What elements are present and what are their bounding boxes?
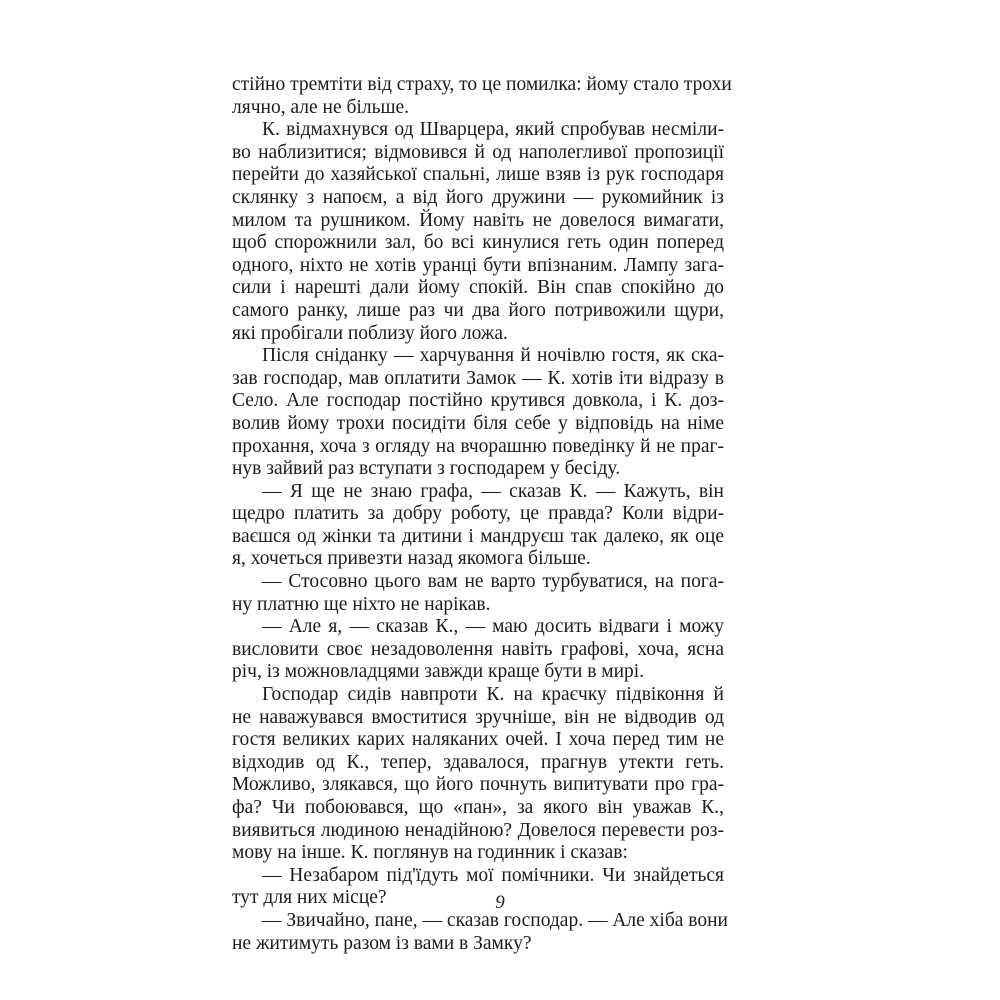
text-line: — Стосовно цього вам не варто турбуватися, на пога- bbox=[262, 571, 724, 593]
text-line: щоб спорожнили зал, бо всі кинулися геть один поперед bbox=[232, 232, 724, 254]
text-line: відходив од К., тепер, здавалося, прагнув утекти геть. bbox=[232, 751, 724, 773]
text-line: — Незабаром під'їдуть мої помічники. Чи знайдеться bbox=[262, 864, 724, 886]
text-line: К. відмахнувся од Шварцера, який спробував несміли- bbox=[262, 119, 724, 141]
paragraph bbox=[232, 909, 728, 955]
text-line: зав господар, мав оплатити Замок — К. хотів іти відразу в bbox=[232, 367, 724, 389]
text-line: лячно, але не більше. bbox=[232, 96, 410, 118]
text-line: склянку з напоєм, а від його дружини — рукомийник із bbox=[232, 186, 724, 208]
text-line: тут для них місце? bbox=[232, 887, 387, 909]
paragraph bbox=[232, 345, 724, 481]
text-line: не наважувався вмоститися зручніше, він не відводив од bbox=[232, 706, 724, 728]
text-line: я, хочеться привезти назад якомога більше. bbox=[232, 548, 591, 570]
text-line: — Але я, — сказав К., — маю досить відваги і можу bbox=[262, 616, 724, 638]
page-number: 9 bbox=[495, 892, 505, 913]
text-line: перейти до хазяйської спальні, лише взяв із рук господаря bbox=[232, 164, 724, 186]
text-line: волив йому трохи посидіти біля себе у відповідь на німе bbox=[232, 412, 724, 434]
text-line: одного, ніхто не хотів уранці бути впізнаним. Лампу зага- bbox=[232, 254, 724, 276]
paragraph bbox=[232, 684, 724, 865]
text-line: виявиться людиною ненадійною? Довелося перевести роз- bbox=[232, 819, 724, 841]
text-line: висловити своє незадоволення навіть графові, хоча, ясна bbox=[232, 638, 724, 660]
text-column bbox=[232, 74, 732, 955]
paragraph bbox=[232, 119, 724, 345]
text-line: гостя великих карих наляканих очей. І хоча перед тим не bbox=[232, 729, 724, 751]
text-line: стійно тремтіти від страху, то це помилка: йому стало трохи bbox=[232, 74, 732, 95]
text-line: які пробігали поблизу його ложа. bbox=[232, 322, 508, 344]
text-line: ну платню ще ніхто не нарікав. bbox=[232, 593, 491, 615]
text-line: не житимуть разом із вами в Замку? bbox=[232, 932, 532, 954]
text-line: прохання, хоча з огляду на вчорашню поведінку й не праг- bbox=[232, 435, 724, 457]
text-line: — Я ще не знаю графа, — сказав К. — Кажуть, він bbox=[262, 480, 724, 502]
text-line: Село. Але господар постійно крутився довкола, і К. доз- bbox=[232, 390, 724, 412]
text-line: Можливо, злякався, що його почнуть випитувати про гра- bbox=[232, 774, 724, 796]
text-line: самого ранку, лише раз чи два його потривожили щури, bbox=[232, 299, 724, 321]
text-line: щедро платить за добру роботу, це правда? Коли відри- bbox=[232, 503, 724, 525]
text-line: Господар сидів навпроти К. на краєчку підвіконня й bbox=[262, 684, 724, 706]
text-line: милом та рушником. Йому навіть не довелося вимагати, bbox=[232, 209, 724, 231]
text-line: річ, із можновладцями завжди краще бути в мирі. bbox=[232, 661, 645, 683]
text-line: — Звичайно, пане, — сказав господар. — Але хіба вони bbox=[262, 909, 728, 931]
text-line: ваєшся од жінки та дитини і мандруєш так далеко, як оце bbox=[232, 525, 724, 547]
text-line: фа? Чи побоювався, що «пан», за якого він уважав К., bbox=[232, 797, 724, 818]
text-line: Після сніданку — харчування й ночівлю гостя, як ска- bbox=[262, 345, 724, 367]
paragraph bbox=[232, 481, 724, 571]
paragraph bbox=[232, 74, 732, 119]
text-line: нув зайвий раз вступати з господарем у бесіду. bbox=[232, 458, 621, 480]
text-line: сили і нарешті дали йому спокій. Він спав спокійно до bbox=[232, 277, 724, 299]
text-line: мову на інше. К. поглянув на годинник і сказав: bbox=[232, 842, 628, 864]
paragraph bbox=[232, 571, 724, 616]
paragraph bbox=[232, 616, 724, 684]
text-line: во наблизитися; відмовився й од наполегливої пропозиції bbox=[232, 141, 724, 163]
